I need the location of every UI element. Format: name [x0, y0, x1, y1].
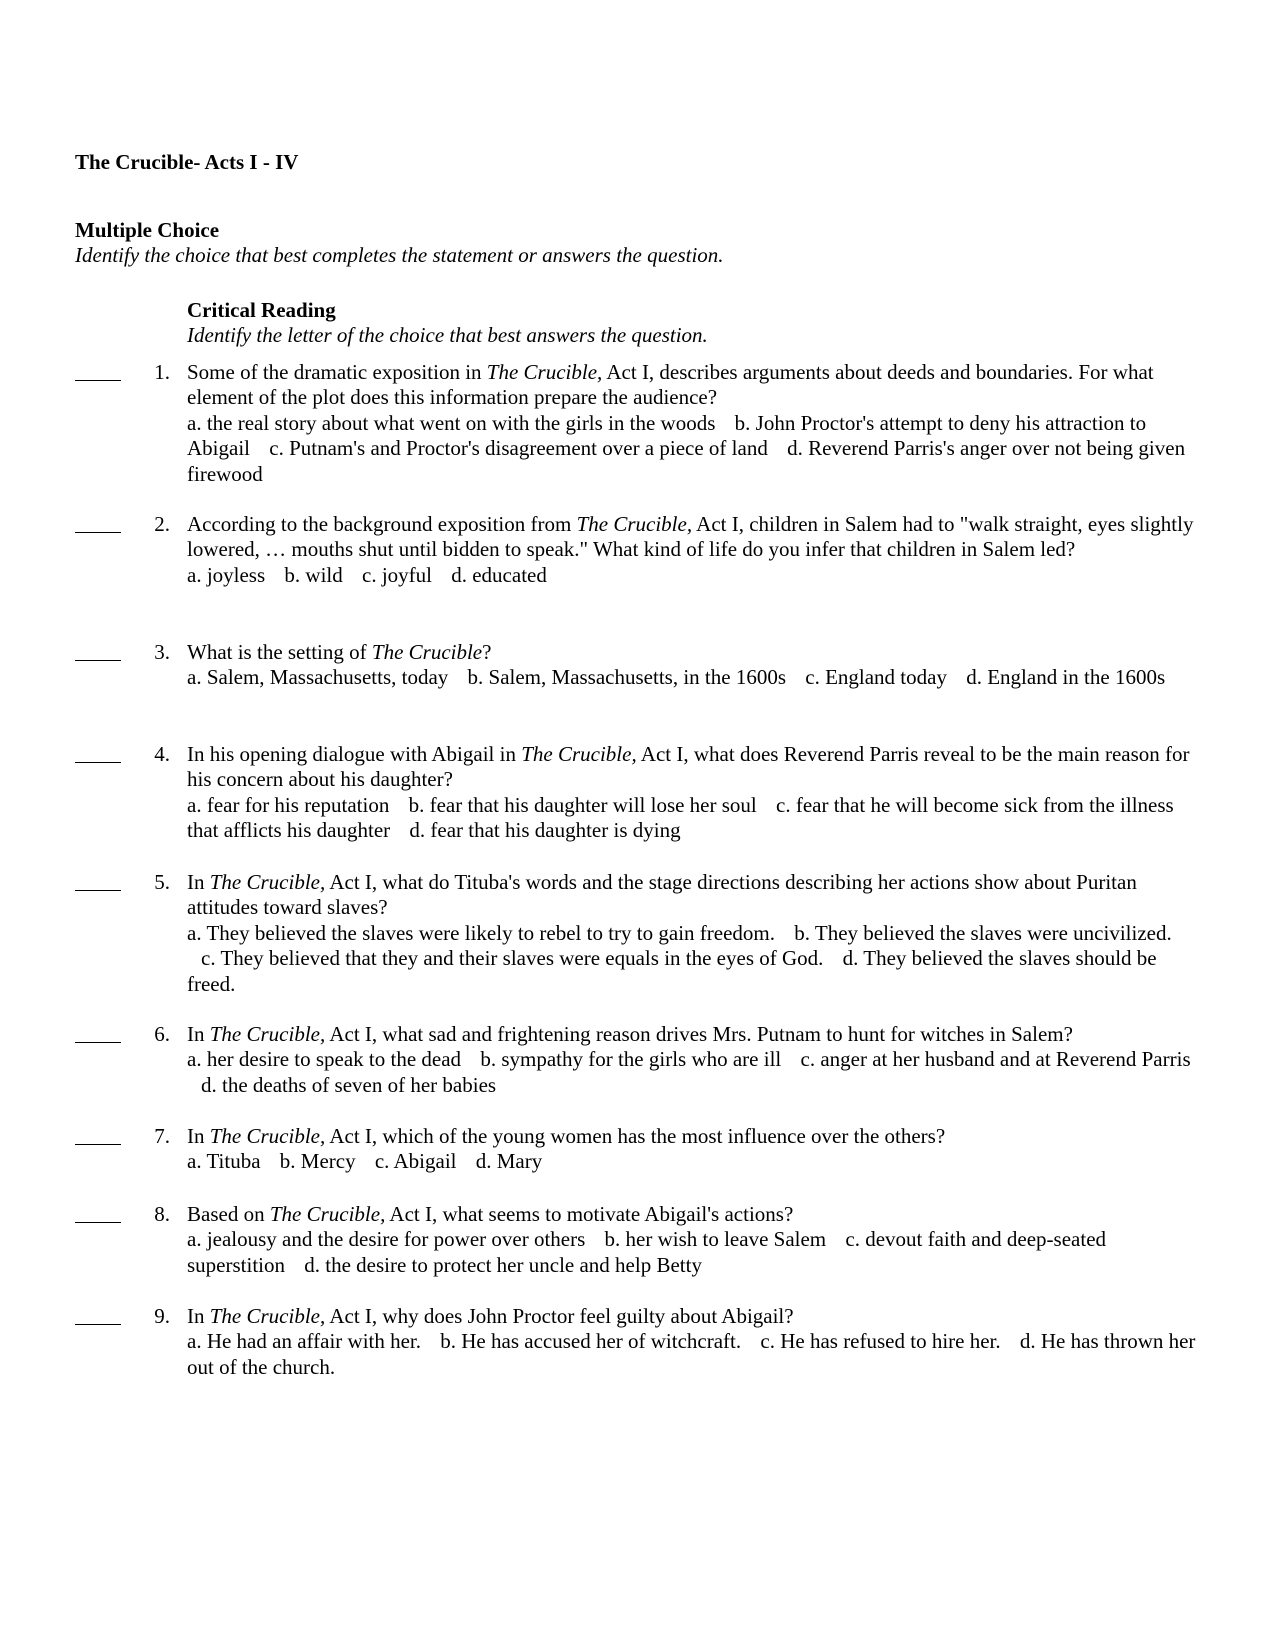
question-body	[187, 870, 1197, 997]
answer-option-b[interactable]: b. fear that his daughter will lose her soul	[408, 792, 757, 817]
answer-option-d[interactable]: d. the deaths of seven of her babies	[201, 1072, 497, 1097]
work-title: The Crucible,	[209, 1124, 326, 1148]
answer-blank[interactable]	[75, 890, 121, 891]
question-text: Act I, which of the young women has the most influence over the others?	[325, 1124, 946, 1148]
answer-option-d[interactable]: d. the desire to protect her uncle and help Betty	[304, 1252, 702, 1277]
answer-option-c[interactable]: c. Putnam's and Proctor's disagreement over a piece of land	[269, 436, 768, 461]
answer-option-b[interactable]: b. wild	[284, 562, 343, 587]
answer-option-a[interactable]: a. They believed the slaves were likely to rebel to try to gain freedom.	[187, 920, 775, 945]
question-text: Act I, why does John Proctor feel guilty about Abigail?	[325, 1304, 794, 1328]
question-text: In	[187, 1022, 210, 1046]
question-number: 3.	[154, 640, 170, 664]
document-title: The Crucible- Acts I - IV	[75, 150, 299, 174]
answer-option-b[interactable]: b. John Proctor's attempt to deny his attraction to Abigail	[187, 410, 1147, 461]
answer-option-a[interactable]: a. jealousy and the desire for power over others	[187, 1227, 586, 1252]
question-body	[187, 1124, 1197, 1175]
answer-options	[187, 921, 1197, 997]
question-text: Act I, what seems to motivate Abigail's actions?	[385, 1202, 794, 1226]
question-stem	[187, 640, 1197, 665]
answer-blank[interactable]	[75, 762, 121, 763]
answer-blank[interactable]	[75, 1222, 121, 1223]
answer-options	[187, 411, 1197, 487]
question-stem	[187, 1022, 1197, 1047]
question-text: Some of the dramatic exposition in	[187, 360, 487, 384]
answer-option-a[interactable]: a. He had an affair with her.	[187, 1329, 422, 1354]
answer-options	[187, 563, 1197, 588]
question-stem	[187, 1304, 1197, 1329]
question-text: Act I, children in Salem had to "walk straight, eyes slightly lowered, … mouths shut until bidden to speak." What kind of life do you infer that children in Salem led?	[187, 512, 1194, 562]
question-body	[187, 1022, 1197, 1098]
answer-option-a[interactable]: a. fear for his reputation	[187, 792, 390, 817]
question-number: 6.	[154, 1022, 170, 1046]
question-stem	[187, 1202, 1197, 1227]
answer-option-c[interactable]: c. devout faith and deep-seated superstition	[187, 1227, 1107, 1277]
answer-option-c[interactable]: c. He has refused to hire her.	[760, 1329, 1001, 1354]
work-title: The Crucible,	[521, 742, 637, 766]
answer-option-d[interactable]: d. England in the 1600s	[966, 665, 1166, 690]
subsection-title: Critical Reading	[187, 298, 336, 322]
answer-blank[interactable]	[75, 1144, 121, 1145]
answer-option-b[interactable]: b. Mercy	[279, 1149, 356, 1174]
answer-option-a[interactable]: a. her desire to speak to the dead	[187, 1047, 462, 1072]
work-title: The Crucible,	[269, 1202, 386, 1226]
question-text: Act I, describes arguments about deeds and boundaries. For what element of the plot does this information prepare the audience?	[187, 360, 1154, 410]
work-title: The Crucible,	[486, 360, 603, 384]
answer-blank[interactable]	[75, 532, 121, 533]
answer-option-c[interactable]: c. England today	[805, 665, 947, 690]
question-stem	[187, 870, 1197, 921]
question-text: Based on	[187, 1202, 270, 1226]
answer-option-d[interactable]: d. fear that his daughter is dying	[409, 818, 681, 843]
question-stem	[187, 1124, 1197, 1149]
subsection-instructions: Identify the letter of the choice that best answers the question.	[187, 323, 708, 347]
question-stem	[187, 742, 1197, 793]
answer-option-b[interactable]: b. her wish to leave Salem	[604, 1227, 827, 1252]
answer-option-d[interactable]: d. Reverend Parris's anger over not being given firewood	[187, 436, 1186, 486]
answer-option-c[interactable]: c. fear that he will become sick from the illness that afflicts his daughter	[187, 792, 1174, 843]
answer-option-c[interactable]: c. anger at her husband and at Reverend Parris	[800, 1047, 1191, 1072]
answer-option-a[interactable]: a. joyless	[187, 562, 266, 587]
answer-option-d[interactable]: d. Mary	[475, 1149, 543, 1174]
question-number: 8.	[154, 1202, 170, 1226]
answer-option-d[interactable]: d. He has thrown her out of the church.	[187, 1329, 1196, 1379]
question-text: ?	[482, 640, 492, 664]
work-title: The Crucible,	[209, 870, 326, 894]
answer-option-c[interactable]: c. They believed that they and their slaves were equals in the eyes of God.	[201, 946, 824, 971]
answer-blank[interactable]	[75, 660, 121, 661]
question-number: 5.	[154, 870, 170, 894]
answer-option-d[interactable]: d. They believed the slaves should be freed.	[187, 946, 1157, 996]
section-instructions: Identify the choice that best completes the statement or answers the question.	[75, 243, 724, 267]
answer-option-a[interactable]: a. Salem, Massachusetts, today	[187, 665, 449, 690]
work-title: The Crucible,	[209, 1304, 326, 1328]
question-body	[187, 640, 1197, 691]
work-title: The Crucible,	[576, 512, 693, 536]
question-number: 2.	[154, 512, 170, 536]
answer-option-c[interactable]: c. Abigail	[374, 1149, 457, 1174]
question-text: Act I, what sad and frightening reason drives Mrs. Putnam to hunt for witches in Salem?	[325, 1022, 1073, 1046]
question-text: In	[187, 1304, 210, 1328]
question-body	[187, 512, 1197, 588]
answer-options	[187, 1329, 1197, 1380]
answer-option-d[interactable]: d. educated	[451, 562, 547, 587]
question-text: Act I, what do Tituba's words and the stage directions describing her actions show about Puritan attitudes toward slaves?	[187, 870, 1137, 920]
question-body	[187, 1304, 1197, 1380]
answer-options	[187, 1149, 1197, 1174]
question-text: What is the setting of	[187, 640, 372, 664]
answer-options	[187, 665, 1197, 690]
answer-options	[187, 793, 1197, 844]
answer-option-c[interactable]: c. joyful	[362, 562, 432, 587]
answer-blank[interactable]	[75, 380, 121, 381]
answer-options	[187, 1227, 1197, 1278]
work-title: The Crucible	[371, 640, 483, 664]
question-text: In his opening dialogue with Abigail in	[187, 742, 522, 766]
question-stem	[187, 360, 1197, 411]
question-text: According to the background exposition from	[187, 512, 577, 536]
answer-option-b[interactable]: b. He has accused her of witchcraft.	[440, 1329, 742, 1354]
answer-option-a[interactable]: a. Tituba	[187, 1149, 261, 1174]
answer-option-b[interactable]: b. Salem, Massachusetts, in the 1600s	[467, 665, 786, 690]
question-number: 9.	[154, 1304, 170, 1328]
question-text: In	[187, 1124, 210, 1148]
answer-option-a[interactable]: a. the real story about what went on with the girls in the woods	[187, 410, 716, 435]
question-text: In	[187, 870, 210, 894]
question-text: Act I, what does Reverend Parris reveal to be the main reason for his concern about his daughter?	[187, 742, 1190, 792]
question-stem	[187, 512, 1197, 563]
question-number: 1.	[154, 360, 170, 384]
answer-blank[interactable]	[75, 1042, 121, 1043]
answer-options	[187, 1047, 1197, 1098]
answer-option-b[interactable]: b. sympathy for the girls who are ill	[480, 1047, 782, 1072]
question-body	[187, 1202, 1197, 1278]
work-title: The Crucible,	[209, 1022, 326, 1046]
answer-option-b[interactable]: b. They believed the slaves were uncivilized.	[794, 920, 1172, 945]
question-body	[187, 360, 1197, 487]
question-number: 4.	[154, 742, 170, 766]
section-title: Multiple Choice	[75, 218, 220, 242]
question-body	[187, 742, 1197, 844]
question-number: 7.	[154, 1124, 170, 1148]
answer-blank[interactable]	[75, 1324, 121, 1325]
